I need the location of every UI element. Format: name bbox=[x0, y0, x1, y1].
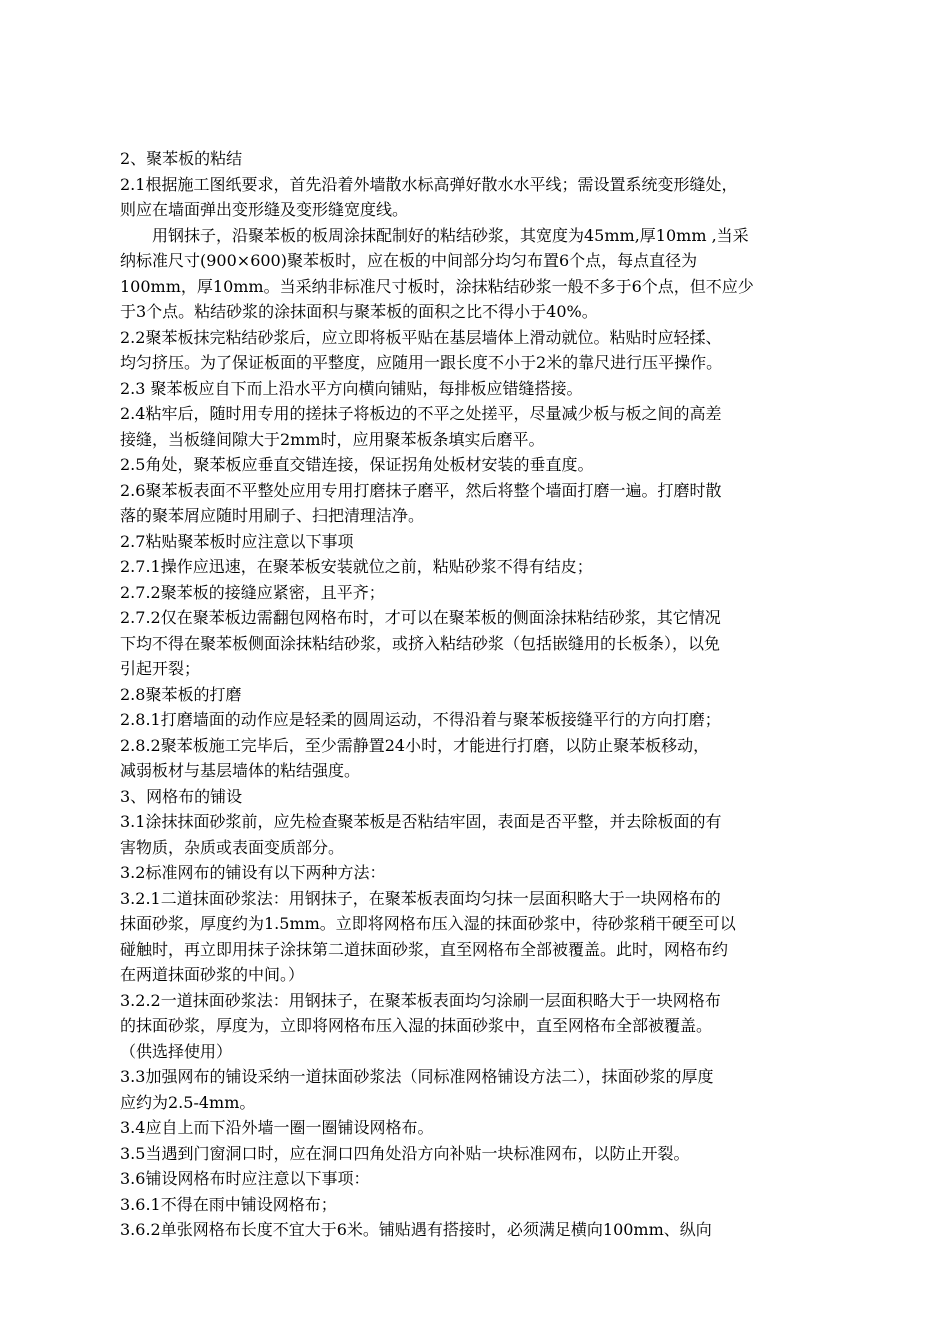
text-line: 的抹面砂浆，厚度为，立即将网格布压入湿的抹面砂浆中，直至网格布全部被覆盖。 bbox=[120, 1016, 713, 1035]
text-line: 3.5当遇到门窗洞口时，应在洞口四角处沿方向补贴一块标准网布，以防止开裂。 bbox=[120, 1143, 690, 1163]
paragraph bbox=[120, 529, 855, 555]
text-line: 纳标准尺寸(900×600)聚苯板时，应在板的中间部分均匀布置6个点，每点直径为 bbox=[120, 251, 698, 270]
paragraph bbox=[120, 1115, 855, 1141]
paragraph bbox=[120, 452, 855, 478]
paragraph bbox=[120, 554, 855, 580]
paragraph bbox=[120, 784, 855, 810]
text-line: 害物质，杂质或表面变质部分。 bbox=[120, 837, 345, 857]
text-line: 2、聚苯板的粘结 bbox=[120, 149, 243, 168]
text-line: 3.1涂抹抹面砂浆前，应先检查聚苯板是否粘结牢固，表面是否平整，并去除板面的有 bbox=[120, 812, 722, 831]
text-line: 则应在墙面弹出变形缝及变形缝宽度线。 bbox=[120, 200, 409, 219]
text-line: 3、网格布的铺设 bbox=[120, 786, 243, 806]
text-line: 2.8聚苯板的打磨 bbox=[120, 684, 242, 704]
paragraph bbox=[120, 223, 855, 325]
paragraph bbox=[120, 172, 855, 223]
text-line: 2.8.2聚苯板施工完毕后，至少需静置24小时，才能进行打磨，以防止聚苯板移动， bbox=[120, 735, 710, 755]
text-line: 于3个点。粘结砂浆的涂抹面积与聚苯板的面积之比不得小于40%。 bbox=[120, 302, 598, 321]
text-line: 3.6.2单张网格布长度不宜大于6米。铺贴遇有搭接时，必须满足横向100mm、纵向 bbox=[120, 1220, 712, 1239]
text-line: 3.2.2一道抹面砂浆法：用钢抹子，在聚苯板表面均匀涂刷一层面积略大于一块网格布 bbox=[120, 990, 721, 1010]
paragraph bbox=[120, 146, 855, 172]
text-line: 2.7粘贴聚苯板时应注意以下事项 bbox=[120, 531, 354, 551]
paragraph bbox=[120, 682, 855, 708]
text-line: 2.4粘牢后，随时用专用的搓抹子将板边的不平之处搓平，尽量减少板与板之间的高差 bbox=[120, 404, 722, 423]
paragraph bbox=[120, 733, 855, 784]
document-body bbox=[120, 146, 855, 1243]
paragraph bbox=[120, 809, 855, 860]
paragraph bbox=[120, 707, 855, 733]
text-line: 3.6.1不得在雨中铺设网格布； bbox=[120, 1194, 337, 1214]
text-line: 3.2.1二道抹面砂浆法：用钢抹子，在聚苯板表面均匀抹一层面积略大于一块网格布的 bbox=[120, 888, 721, 908]
text-line: 2.6聚苯板表面不平整处应用专用打磨抹子磨平，然后将整个墙面打磨一遍。打磨时散 bbox=[120, 480, 722, 500]
paragraph bbox=[120, 325, 855, 376]
text-line: 用钢抹子，沿聚苯板的板周涂抹配制好的粘结砂浆，其宽度为45mm,厚10mm ,当采 bbox=[152, 225, 749, 245]
text-line: 2.7.2仅在聚苯板边需翻包网格布时，才可以在聚苯板的侧面涂抹粘结砂浆，其它情况 bbox=[120, 608, 721, 627]
text-line: 2.7.1操作应迅速，在聚苯板安装就位之前，粘贴砂浆不得有结皮； bbox=[120, 557, 593, 576]
text-line: 引起开裂； bbox=[120, 659, 201, 678]
text-line: 2.1根据施工图纸要求，首先沿着外墙散水标高弹好散水水平线；需设置系统变形缝处， bbox=[120, 174, 738, 194]
text-line: 在两道抹面砂浆的中间。） bbox=[120, 965, 305, 984]
text-line: 应约为2.5-4mm。 bbox=[120, 1092, 256, 1112]
paragraph bbox=[120, 988, 855, 1065]
text-line: 接缝，当板缝间隙大于2mm时，应用聚苯板条填实后磨平。 bbox=[120, 429, 545, 449]
text-line: 3.6铺设网格布时应注意以下事项： bbox=[120, 1169, 370, 1188]
text-line: 抹面砂浆，厚度约为1.5mm。立即将网格布压入湿的抹面砂浆中，待砂浆稍干硬至可以 bbox=[120, 914, 736, 933]
text-line: 2.8.1打磨墙面的动作应是轻柔的圆周运动，不得沿着与聚苯板接缝平行的方向打磨； bbox=[120, 710, 721, 729]
paragraph bbox=[120, 376, 855, 402]
text-line: 3.2标准网布的铺设有以下两种方法： bbox=[120, 863, 386, 882]
text-line: 2.7.2聚苯板的接缝应紧密，且平齐； bbox=[120, 582, 385, 602]
text-line: 落的聚苯屑应随时用刷子、扫把清理洁净。 bbox=[120, 506, 425, 525]
paragraph bbox=[120, 478, 855, 529]
text-line: 碰触时，再立即用抹子涂抹第二道抹面砂浆，直至网格布全部被覆盖。此时，网格布约 bbox=[120, 939, 729, 959]
paragraph bbox=[120, 1192, 855, 1218]
text-line: 2.2聚苯板抹完粘结砂浆后，应立即将板平贴在基层墙体上滑动就位。粘贴时应轻揉、 bbox=[120, 327, 722, 347]
text-line: 均匀挤压。为了保证板面的平整度，应随用一跟长度不小于2米的靠尺进行压平操作。 bbox=[120, 353, 723, 372]
paragraph bbox=[120, 1141, 855, 1167]
text-line: （供选择使用） bbox=[120, 1041, 233, 1061]
text-line: 3.4应自上而下沿外墙一圈一圈铺设网格布。 bbox=[120, 1118, 434, 1137]
paragraph bbox=[120, 605, 855, 682]
text-line: 100mm，厚10mm。当采纳非标准尺寸板时，涂抹粘结砂浆一般不多于6个点，但不应少 bbox=[120, 276, 754, 296]
paragraph bbox=[120, 860, 855, 886]
text-line: 2.3 聚苯板应自下而上沿水平方向横向铺贴，每排板应错缝搭接。 bbox=[120, 378, 583, 398]
paragraph bbox=[120, 1166, 855, 1192]
text-line: 3.3加强网布的铺设采纳一道抹面砂浆法（同标准网格铺设方法二），抹面砂浆的厚度 bbox=[120, 1067, 714, 1086]
text-line: 2.5角处，聚苯板应垂直交错连接，保证拐角处板材安装的垂直度。 bbox=[120, 455, 594, 474]
paragraph bbox=[120, 580, 855, 606]
paragraph bbox=[120, 1064, 855, 1115]
text-line: 减弱板材与基层墙体的粘结强度。 bbox=[120, 761, 361, 780]
paragraph bbox=[120, 886, 855, 988]
paragraph bbox=[120, 401, 855, 452]
paragraph bbox=[120, 1217, 855, 1243]
text-line: 下均不得在聚苯板侧面涂抹粘结砂浆，或挤入粘结砂浆（包括嵌缝用的长板条），以免 bbox=[120, 633, 721, 653]
